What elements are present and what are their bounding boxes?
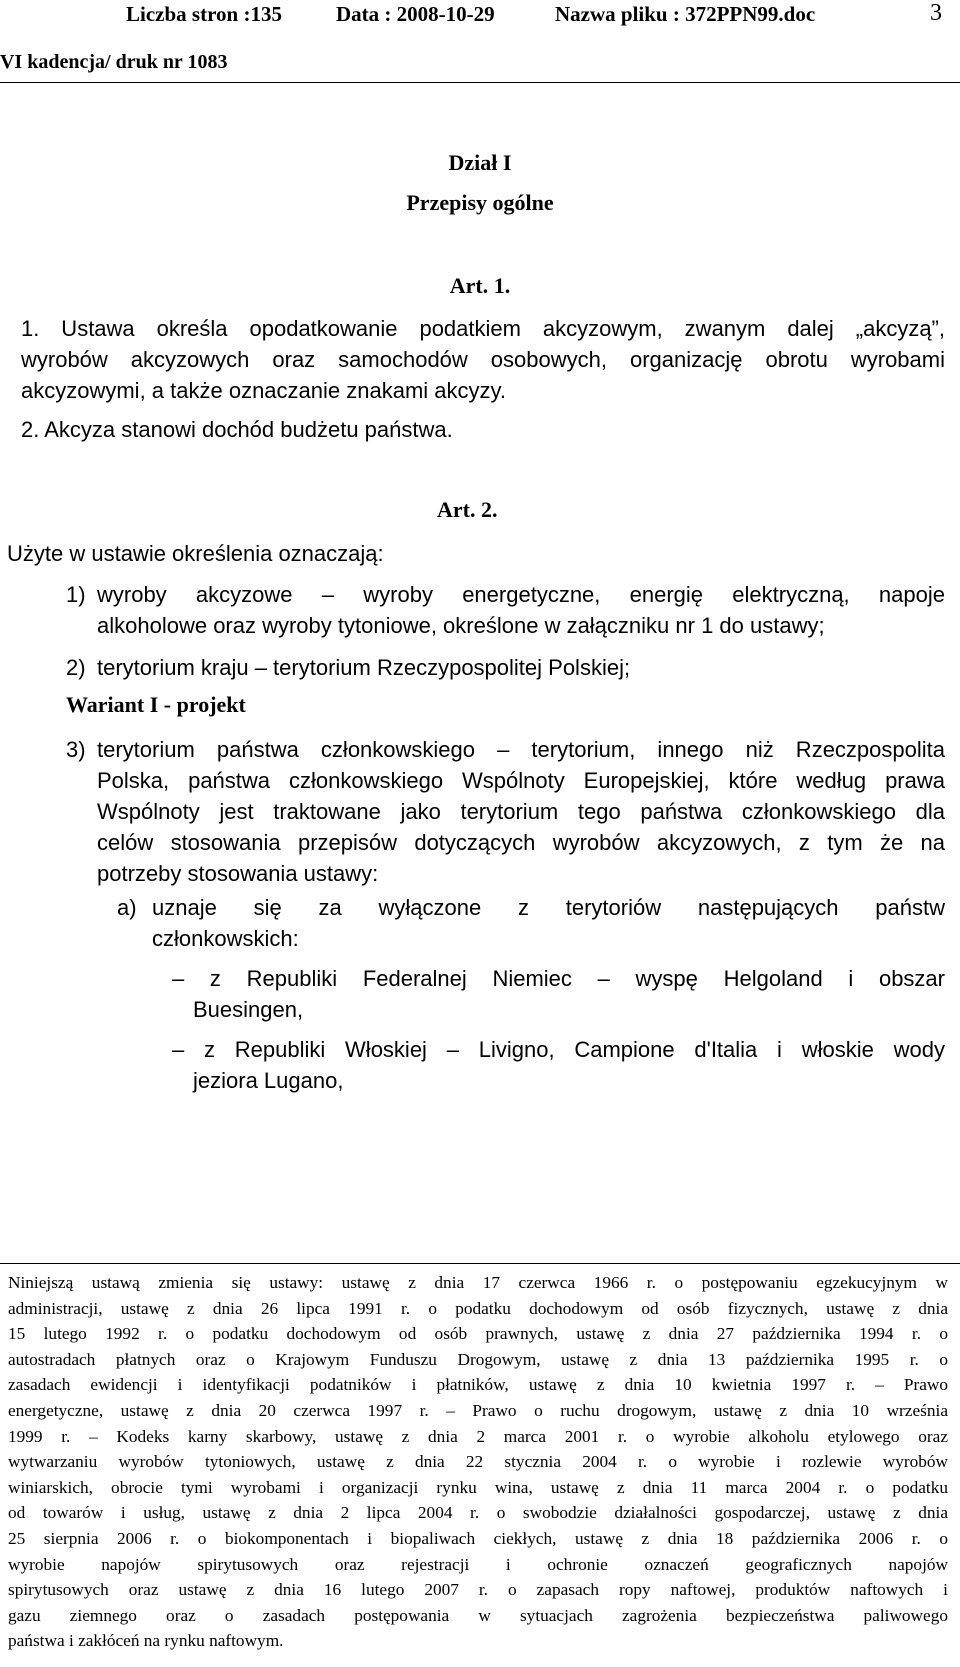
- item-2-text: terytorium kraju – terytorium Rzeczypospolitej Polskiej;: [97, 655, 631, 680]
- item-1-number: 1): [66, 582, 86, 607]
- dash-item-italy: [172, 1034, 945, 1096]
- text-line: Buesingen,: [193, 997, 304, 1022]
- dash-item-germany: [172, 963, 945, 1025]
- page-number: 3: [930, 0, 942, 26]
- text-line: – z Republiki Włoskiej – Livigno, Campione d'Italia i włoskie wody: [172, 1037, 945, 1062]
- article-2-intro: Użyte w ustawie określenia oznaczają:: [7, 541, 384, 566]
- footnote-line: spirytusowych oraz ustawę z dnia 16 lutego 2007 r. o zapasach ropy naftowej, produktów naftowych i: [8, 1580, 948, 1600]
- footnote-line: Niniejszą ustawą zmienia się ustawy: ustawę z dnia 17 czerwca 1966 r. o postępowaniu egzekucyjnym w: [8, 1273, 948, 1292]
- footnote-line: winiarskich, obrocie tymi wyrobami i organizacji rynku wina, ustawę z dnia 11 marca 2004 r. o podatku: [8, 1477, 948, 1497]
- footnote: [8, 1270, 948, 1654]
- text-line: 1. Ustawa określa opodatkowanie podatkiem akcyzowym, zwanym dalej „akcyzą”,: [21, 316, 945, 341]
- text-line: terytorium państwa członkowskiego – terytorium, innego niż Rzeczpospolita: [97, 737, 945, 762]
- article-1-paragraph-1: [21, 313, 945, 406]
- item-3-text: [97, 734, 945, 889]
- footnote-line: państwa i zakłóceń na rynku naftowym.: [8, 1631, 284, 1651]
- header-filename: Nazwa pliku : 372PPN99.doc: [555, 2, 816, 26]
- text-line: członkowskich:: [152, 926, 299, 951]
- article-1-paragraph-2: 2. Akcyza stanowi dochód budżetu państwa.: [21, 417, 453, 442]
- footnote-line: administracji, ustawę z dnia 26 lipca 1991 r. o podatku dochodowym od osób fizycznych, ustawę z dnia: [8, 1298, 948, 1318]
- sub-item-a-number: a): [117, 895, 137, 920]
- variant-label: Wariant I - projekt: [66, 692, 246, 717]
- text-line: – z Republiki Federalnej Niemiec – wyspę Helgoland i obszar: [172, 966, 945, 991]
- footnote-line: 25 sierpnia 2006 r. o biokomponentach i biopaliwach ciekłych, ustawę z dnia 18 października 2006 r. o: [8, 1528, 948, 1548]
- article-2-heading: Art. 2.: [437, 497, 498, 522]
- footnote-line: 15 lutego 1992 r. o podatku dochodowym od osób prawnych, ustawę z dnia 27 października 1994 r. o: [8, 1324, 948, 1344]
- footnote-line: 1999 r. – Kodeks karny skarbowy, ustawę z dnia 2 marca 2001 r. o wyrobie alkoholu etylowego oraz: [8, 1426, 948, 1446]
- footnote-line: od towarów i usług, ustawę z dnia 2 lipca 2004 r. o swobodzie działalności gospodarczej, ustawę z dnia: [8, 1503, 948, 1523]
- item-1-text: [97, 579, 945, 641]
- footnote-divider: [0, 1263, 960, 1264]
- text-line: potrzeby stosowania ustawy:: [97, 861, 379, 886]
- text-line: jeziora Lugano,: [193, 1068, 344, 1093]
- header-kadencja: VI kadencja/ druk nr 1083: [0, 51, 228, 73]
- footnote-line: autostradach płatnych oraz o Krajowym Funduszu Drogowym, ustawę z dnia 13 października 1995 r. o: [8, 1349, 948, 1369]
- text-line: Polska, państwa członkowskiego Wspólnoty Europejskiej, które według prawa: [97, 768, 945, 793]
- header-divider: [0, 82, 960, 83]
- text-line: alkoholowe oraz wyroby tytoniowe, określone w załączniku nr 1 do ustawy;: [97, 613, 825, 638]
- text-line: Wspólnoty jest traktowane jako terytorium tego państwa członkowskiego dla: [97, 799, 945, 824]
- text-line: celów stosowania przepisów dotyczących wyrobów akcyzowych, z tym że na: [97, 830, 945, 855]
- footnote-line: wyrobie napojów spirytusowych oraz rejestracji i ochronie oznaczeń geograficznych napojów: [8, 1554, 948, 1574]
- header-page-count: Liczba stron :135: [126, 2, 282, 26]
- division-title: Dział I: [448, 150, 512, 175]
- footnote-line: zasadach ewidencji i identyfikacji podatników i płatników, ustawę z dnia 10 kwietnia 1997 r. – Prawo: [8, 1375, 948, 1395]
- text-line: uznaje się za wyłączone z terytoriów następujących państw: [152, 895, 945, 920]
- text-line: akcyzowymi, a także oznaczanie znakami akcyzy.: [21, 378, 506, 403]
- article-1-heading: Art. 1.: [449, 273, 511, 298]
- sub-item-a-text: [152, 892, 945, 954]
- footnote-line: gazu ziemnego oraz o zasadach postępowania w sytuacjach zagrożenia bezpieczeństwa paliwowego: [8, 1605, 948, 1625]
- item-2-number: 2): [66, 655, 86, 680]
- footnote-line: wytwarzaniu wyrobów tytoniowych, ustawę z dnia 22 stycznia 2004 r. o wyrobie i rozlewie wyrobów: [8, 1452, 948, 1472]
- text-line: wyroby akcyzowe – wyroby energetyczne, energię elektryczną, napoje: [97, 582, 945, 607]
- division-subtitle: Przepisy ogólne: [406, 190, 554, 215]
- header-date: Data : 2008-10-29: [336, 2, 495, 26]
- footnote-line: energetyczne, ustawę z dnia 20 czerwca 1997 r. – Prawo o ruchu drogowym, ustawę z dnia 10 września: [8, 1400, 948, 1420]
- text-line: wyrobów akcyzowych oraz samochodów osobowych, organizację obrotu wyrobami: [21, 347, 945, 372]
- item-3-number: 3): [66, 737, 86, 762]
